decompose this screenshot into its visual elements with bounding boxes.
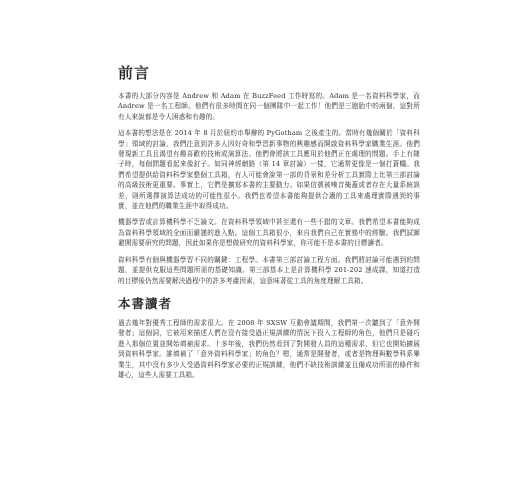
- audience-paragraph-1: 過去幾年對優秀工程師的需求很大。在 2008 年 SXSW 互動會議期間，我們第一次聽到了「意外開發者」這個詞，它被用來描述人們在沒有接受過正規訓練的情況下投入工程師的角色，他們只是碰巧進入那個位置並開始填補需求。十多年後，我們仍然看到了對開發人員的這種需求，但它也開始擴展到資料科學家。誰填補了「意外資料科學家」的角色？嗯，通常是開發者，或者是物理與數學科系畢業生，其中沒有多少人受過資料科學家必要的正規訓練，他們不缺技術訓練並且備成功所需的條件和雄心，這些人需要工具箱。: [118, 318, 420, 379]
- preface-heading: 前言: [118, 64, 151, 82]
- preface-paragraph-1: 本書的大部分內容是 Andrew 和 Adam 在 BuzzFeed 工作時寫的。Adam 是一名資料科學家，而 Andrew 是一名工程師。他們有很多時間在同一個團隊中一起工作！他們是三胞胎中的兩個，這對所有人來說都是令人困惑和有趣的。: [118, 92, 420, 121]
- audience-heading: 本書讀者: [118, 295, 173, 311]
- preface-paragraph-2: 這本書的想法是在 2014 年 8 月於紐約市舉辦的 PyGotham 之後產生的。當時有幾個關於「資料科學」領域的討論，我們注意到許多人因好奇和學習新事物的興趣感而開啟資料科學家職業生涯。他們發現新工具且渴望有趣喜歡的技術或演算法。他們會將該工具應用於他們正在處理的問題。手上有鎚子時，每個問題看起來像釘子。如同神經網路（第 14 章討論）一樣，它通常更像是一個打蒼蠅。我們希望提供給資料科學家整個工具箱，有人可能會說第一部的背景和差分析工具實際上比第三部討論的高級技術更重要。事實上，它們是擴寫本書的主要動力。如果信號被噪音掩蓋或者存在大量系統誤差，則所選擇演算法成功的可能性很小。我們也希望本書能夠提供合適的工具來處理實際遇到的事實，並在他們的職業生涯中取得成功。: [118, 129, 420, 211]
- page-content: [118, 62, 420, 386]
- preface-paragraph-3: 機器學習或計算機科學不乏論文。在資料科學領域中甚至還有一些不錯的文章。我們希望本書能夠成為資料科學領域的全面而嚴謹的進入點。這個工具箱很小，來自我們自己在實務中的經驗。我們試圖避開需要研究的問題，因此如果你是想做研究的資料科學家，你可能不是本書的目標讀者。: [118, 218, 420, 248]
- preface-paragraph-4: 資料科學有個與機器學習不同的關鍵：工程學。本書第三部討論工程方面。我們將討論可能遇到的問題，並提供克服這些問題所需的基礎知識。第三部基本上是計算機科學 201-202 速成課，知道打造的目標後仍然需要解決過程中的許多考慮因素，這意味著從工具的角度理解工具箱。: [118, 255, 420, 285]
